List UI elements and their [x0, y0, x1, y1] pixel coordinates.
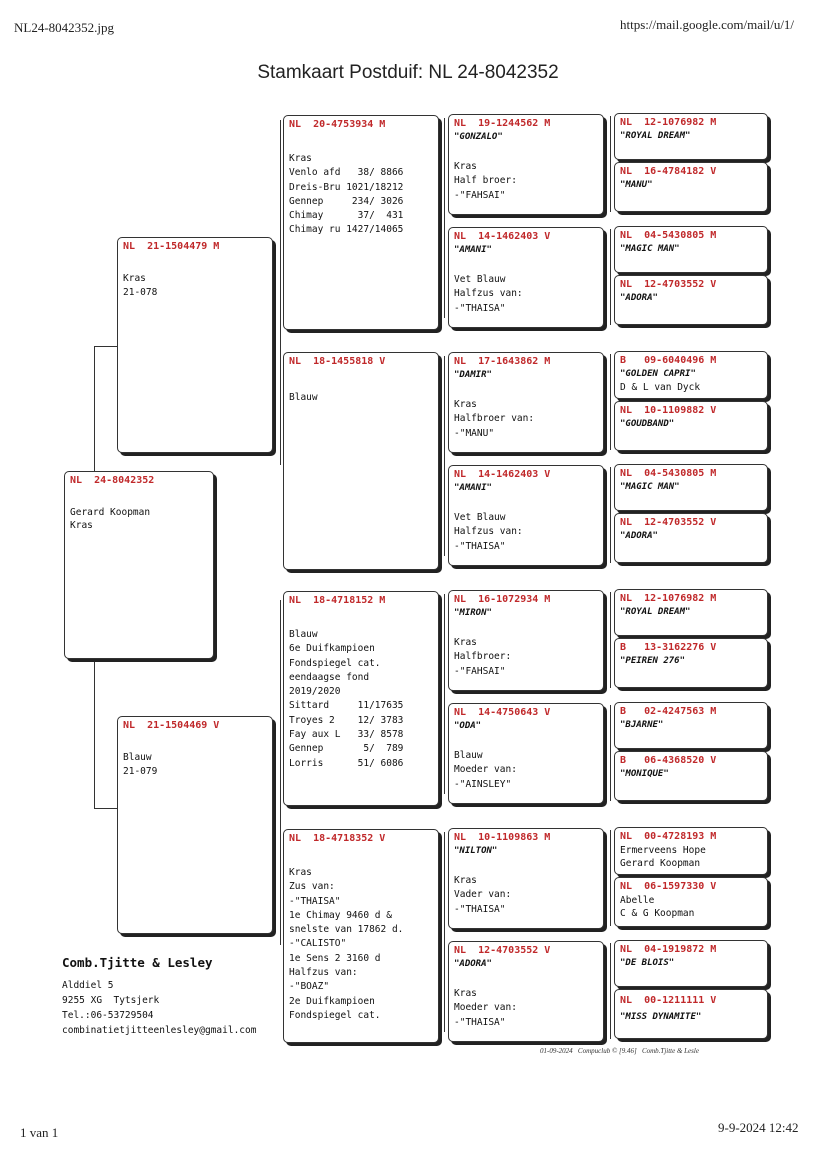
connector-line — [610, 354, 611, 450]
great-grandparent-card[interactable] — [448, 465, 604, 566]
pigeon-name: "ROYAL DREAM" — [620, 131, 691, 141]
connector-line — [280, 600, 281, 945]
ring-number: NL 18-4718352 V — [289, 833, 386, 844]
breeder: D & L van Dyck — [620, 382, 701, 393]
info-line: Troyes 2 12/ 3783 — [289, 714, 404, 726]
info-line: Sittard 11/17635 — [289, 700, 404, 712]
ring-number: NL 19-1244562 M — [454, 118, 551, 129]
info-line: Kras — [454, 988, 477, 999]
ring-number: NL 24-8042352 — [70, 475, 155, 486]
pigeon-name: "MANU" — [620, 180, 653, 190]
color: Blauw — [123, 752, 152, 763]
info-line: Kras — [289, 867, 312, 878]
ring-number: NL 06-1597330 V — [620, 881, 717, 892]
info-line: Lorris 51/ 6086 — [289, 757, 404, 769]
ring-number: B 13-3162276 V — [620, 642, 717, 653]
gg-grandparent-card[interactable] — [614, 351, 768, 399]
connector-line — [94, 808, 119, 809]
pigeon-name: "AMANI" — [454, 483, 492, 493]
info-line: 2019/2020 — [289, 686, 341, 698]
connector-line — [610, 116, 611, 212]
breeder: Gerard Koopman — [70, 507, 151, 518]
info-line: -"THAISA" — [289, 895, 341, 907]
info-line: Halfzus van: — [454, 288, 523, 300]
great-grandparent-card[interactable] — [448, 114, 604, 215]
info-line: -"FAHSAI" — [454, 665, 506, 677]
print-datetime: 9-9-2024 12:42 — [718, 1120, 799, 1135]
ring-number: NL 20-4753934 M — [289, 119, 386, 130]
owner-city: 9255 XG Tytsjerk — [62, 995, 160, 1006]
ring-number: NL 12-1076982 M — [620, 593, 717, 604]
info-line: eendaagse fond — [289, 671, 370, 683]
info-line: 1e Chimay 9460 d & — [289, 909, 392, 921]
info-line: Dreis-Bru 1021/18212 — [289, 181, 404, 193]
pigeon-name: "MAGIC MAN" — [620, 482, 680, 492]
pigeon-name: "DE BLOIS" — [620, 958, 675, 968]
connector-line — [444, 356, 445, 556]
info-line: Kras — [454, 637, 477, 648]
connector-line — [610, 705, 611, 801]
gg-grandparent-card[interactable] — [614, 877, 768, 927]
ring-number: B 09-6040496 M — [620, 355, 717, 366]
owner-phone: Tel.:06-53729504 — [62, 1010, 154, 1021]
info-line: Moeder van: — [454, 1002, 517, 1014]
pigeon-name: "AMANI" — [454, 245, 492, 255]
breeder: Ermerveens Hope Gerard Koopman — [620, 845, 706, 869]
ring-number: NL 12-4703552 V — [620, 517, 717, 528]
ring-number: NL 18-1455818 V — [289, 356, 386, 367]
gg-grandparent-card[interactable] — [614, 464, 768, 511]
info-line: Zus van: — [289, 881, 335, 893]
ring-number: NL 14-1462403 V — [454, 231, 551, 242]
info-line: Kras — [289, 153, 312, 164]
info-line: Blauw — [289, 392, 318, 403]
pigeon-name: "MONIQUE" — [620, 769, 669, 779]
loft-number: 21-079 — [123, 766, 158, 778]
info-line: Chimay 37/ 431 — [289, 210, 404, 222]
info-line: -"CALISTO" — [289, 938, 347, 950]
page-url[interactable]: https://mail.google.com/mail/u/1/ — [620, 17, 795, 32]
ring-number: NL 12-4703552 V — [454, 945, 551, 956]
ring-number: NL 00-4728193 M — [620, 831, 717, 842]
info-line: Fondspiegel cat. — [289, 1009, 381, 1021]
info-line: Halfzus van: — [454, 526, 523, 538]
great-grandparent-card[interactable] — [448, 352, 604, 453]
pigeon-name: "MIRON" — [454, 608, 492, 618]
info-line: -"FAHSAI" — [454, 189, 506, 201]
ring-number: NL 04-5430805 M — [620, 230, 717, 241]
ring-number: B 06-4368520 V — [620, 755, 717, 766]
ring-number: NL 17-1643862 M — [454, 356, 551, 367]
subject-card[interactable] — [64, 471, 214, 659]
info-line: Blauw — [454, 750, 483, 761]
info-line: -"THAISA" — [454, 903, 506, 915]
info-line: Chimay ru 1427/14065 — [289, 224, 404, 236]
pigeon-name: "NILTON" — [454, 846, 498, 856]
pigeon-name: "ODA" — [454, 721, 482, 731]
ring-number: NL 12-1076982 M — [620, 117, 717, 128]
info-line: 6e Duifkampioen — [289, 643, 375, 655]
pigeon-name: "GOLDEN CAPRI" — [620, 369, 696, 379]
owner-street: Alddiel 5 — [62, 980, 114, 991]
gg-grandparent-card[interactable] — [614, 401, 768, 451]
grandparent-card[interactable] — [283, 352, 439, 570]
gg-grandparent-card[interactable] — [614, 638, 768, 688]
ring-number: NL 10-1109863 M — [454, 832, 551, 843]
connector-line — [610, 229, 611, 325]
info-line: Kras — [454, 399, 477, 410]
info-line: Vader van: — [454, 889, 512, 901]
pigeon-name: "MAGIC MAN" — [620, 244, 680, 254]
connector-line — [444, 118, 445, 318]
info-line: Moeder van: — [454, 764, 517, 776]
gg-grandparent-card[interactable] — [614, 513, 768, 563]
info-line: Gennep 234/ 3026 — [289, 195, 404, 207]
info-line: Halfbroer: — [454, 651, 512, 663]
info-line: snelste van 17862 d. — [289, 924, 404, 936]
info-line: Vet Blauw — [454, 512, 506, 523]
info-line: Halfbroer van: — [454, 413, 535, 425]
color: Kras — [70, 520, 93, 531]
color: Kras — [123, 273, 146, 284]
great-grandparent-card[interactable] — [448, 590, 604, 691]
ring-number: B 02-4247563 M — [620, 706, 717, 717]
connector-line — [610, 592, 611, 688]
info-line: Venlo afd 38/ 8866 — [289, 167, 404, 179]
connector-line — [444, 594, 445, 794]
ring-number: NL 21-1504479 M — [123, 241, 220, 252]
info-line: Halfzus van: — [289, 967, 358, 979]
pigeon-name: "DAMIR" — [454, 370, 492, 380]
ring-number: NL 18-4718152 M — [289, 595, 386, 606]
gg-grandparent-card[interactable] — [614, 702, 768, 749]
owner-email: combinatietjitteenlesley@gmail.com — [62, 1025, 257, 1036]
info-line: -"THAISA" — [454, 302, 506, 314]
connector-line — [94, 346, 119, 347]
info-line: Fay aux L 33/ 8578 — [289, 729, 404, 741]
ring-number: NL 04-5430805 M — [620, 468, 717, 479]
gg-grandparent-card[interactable] — [614, 751, 768, 801]
info-line: Vet Blauw — [454, 274, 506, 285]
ring-number: NL 14-1462403 V — [454, 469, 551, 480]
info-line: Half broer: — [454, 175, 517, 187]
info-line: Gennep 5/ 789 — [289, 743, 404, 755]
ring-number: NL 21-1504469 V — [123, 720, 220, 731]
info-line: Blauw — [289, 629, 318, 640]
info-line: 1e Sens 2 3160 d — [289, 952, 381, 964]
page-count: 1 van 1 — [20, 1125, 59, 1140]
file-name: NL24-8042352.jpg — [14, 20, 115, 35]
ring-number: NL 00-1211111 V — [620, 995, 717, 1006]
pigeon-name: "BJARNE" — [620, 720, 664, 730]
info-line: 2e Duifkampioen — [289, 995, 375, 1007]
info-line: -"MANU" — [454, 427, 495, 439]
pigeon-name: "GOUDBAND" — [620, 419, 675, 429]
great-grandparent-card[interactable] — [448, 703, 604, 804]
software-footer: 01-09-2024 Compuclub © [9.46] Comb.Tjitte & Lesle — [540, 1047, 699, 1055]
ring-number: NL 16-1072934 M — [454, 594, 551, 605]
pigeon-name: "ADORA" — [620, 531, 658, 541]
great-grandparent-card[interactable] — [448, 828, 604, 929]
info-line: -"THAISA" — [454, 540, 506, 552]
pigeon-name: "MISS DYNAMITE" — [620, 1012, 702, 1022]
pigeon-name: "ADORA" — [620, 293, 658, 303]
loft-number: 21-078 — [123, 287, 158, 299]
info-line: Fondspiegel cat. — [289, 657, 381, 669]
ring-number: NL 12-4703552 V — [620, 279, 717, 290]
info-line: -"AINSLEY" — [454, 778, 512, 790]
connector-line — [610, 467, 611, 563]
grandparent-card[interactable] — [283, 591, 439, 806]
breeder: Abelle C & G Koopman — [620, 895, 695, 919]
connector-line — [280, 120, 281, 465]
gg-grandparent-card[interactable] — [614, 113, 768, 160]
info-line: -"THAISA" — [454, 1016, 506, 1028]
info-line: Kras — [454, 875, 477, 886]
info-line: -"BOAZ" — [289, 981, 330, 993]
mother-card[interactable] — [117, 716, 273, 934]
ring-number: NL 16-4784182 V — [620, 166, 717, 177]
connector-line — [610, 943, 611, 1039]
ring-number: NL 04-1919872 M — [620, 944, 717, 955]
pigeon-name: "PEIREN 276" — [620, 656, 686, 666]
gg-grandparent-card[interactable] — [614, 827, 768, 875]
owner-block — [62, 955, 256, 1038]
ring-number: NL 10-1109882 V — [620, 405, 717, 416]
pigeon-name: "ROYAL DREAM" — [620, 607, 691, 617]
connector-line — [610, 830, 611, 926]
gg-grandparent-card[interactable] — [614, 989, 768, 1039]
pigeon-name: "ADORA" — [454, 959, 492, 969]
gg-grandparent-card[interactable] — [614, 162, 768, 212]
gg-grandparent-card[interactable] — [614, 226, 768, 273]
ring-number: NL 14-4750643 V — [454, 707, 551, 718]
great-grandparent-card[interactable] — [448, 941, 604, 1042]
gg-grandparent-card[interactable] — [614, 940, 768, 987]
owner-name: Comb.Tjitte & Lesley — [62, 955, 213, 970]
pigeon-name: "GONZALO" — [454, 132, 503, 142]
gg-grandparent-card[interactable] — [614, 275, 768, 325]
info-line: Kras — [454, 161, 477, 172]
grandparent-card[interactable] — [283, 115, 439, 330]
connector-line — [444, 832, 445, 1032]
grandparent-card[interactable] — [283, 829, 439, 1043]
great-grandparent-card[interactable] — [448, 227, 604, 328]
gg-grandparent-card[interactable] — [614, 589, 768, 636]
page-title: Stamkaart Postduif: NL 24-8042352 — [257, 62, 559, 83]
father-card[interactable] — [117, 237, 273, 453]
